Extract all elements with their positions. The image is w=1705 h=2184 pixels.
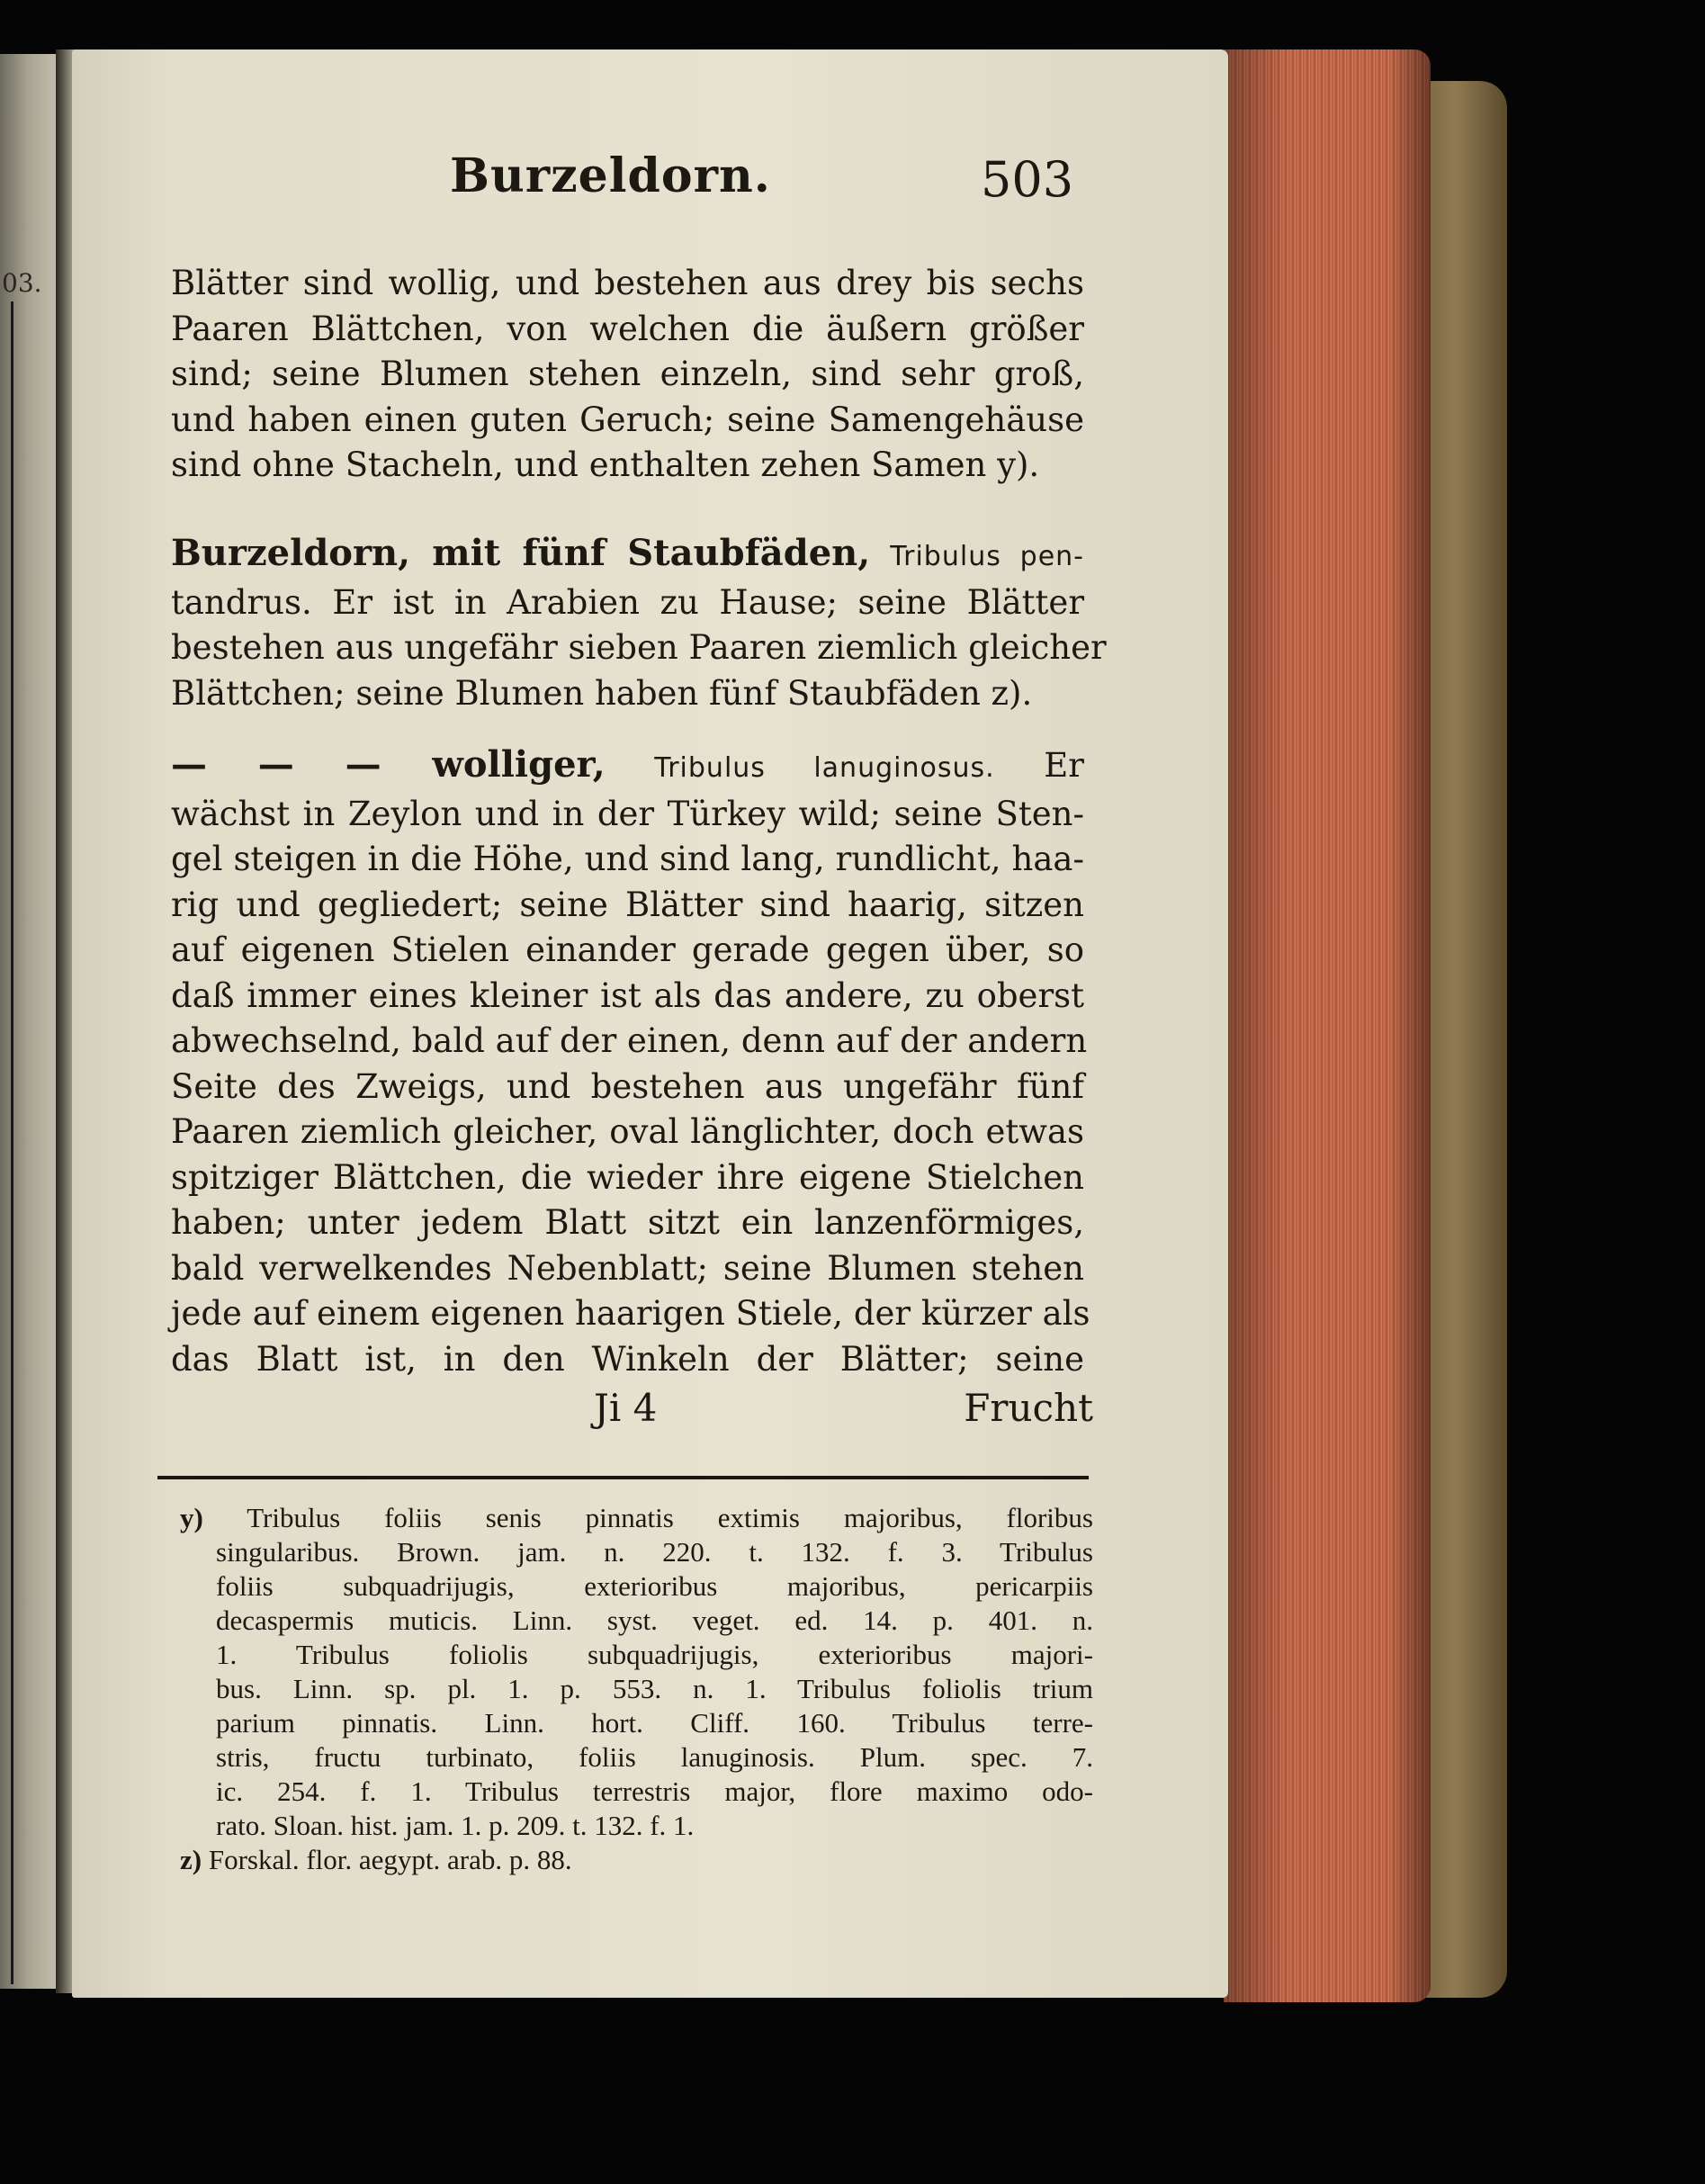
catchword: Frucht [964,1386,1093,1430]
text-line: bestehen aus ungefähr sieben Paaren ziemlich gleicher [171,628,1107,667]
text-line: spitziger Blättchen, die wieder ihre eigene Stielchen [171,1157,1084,1197]
footnotes [180,1501,1093,1877]
entry-headword: Burzeldorn, mit fünf Staubfäden, [171,532,871,574]
text-line: auf eigenen Stielen einander gerade gegen über, so [171,930,1084,969]
footnote-line [180,1843,1093,1877]
footnote-line: foliis subquadrijugis, exterioribus majoribus, pericarpiis [216,1570,1093,1602]
page-block-shadow [1224,49,1431,2002]
entry-first-line [171,742,1084,792]
entry-first-line [171,531,1084,580]
latin-name: Tribulus pen- [890,541,1085,572]
footnote-line: parium pinnatis. Linn. hort. Cliff. 160. Tribulus terre- [216,1707,1093,1739]
text-line: wächst in Zeylon und in der Türkey wild; seine Sten- [171,794,1084,833]
paragraph-continuation [171,261,1084,489]
previous-page-rule [0,301,13,1984]
page-footer-line [594,1386,1093,1435]
text-line: rig und gegliedert; seine Blätter sind haarig, sitzen [171,885,1084,924]
footnote-line: rato. Sloan. hist. jam. 1. p. 209. t. 132. f. 1. [216,1810,695,1841]
text-line: bald verwelkendes Nebenblatt; seine Blumen stehen [171,1248,1084,1288]
text-line: Paaren Blättchen, von welchen die äußern größer [171,309,1084,348]
footnote-line: ic. 254. f. 1. Tribulus terrestris major, flore maximo odo- [216,1775,1093,1807]
text-line: jede auf einem eigenen haarigen Stiele, der kürzer als [171,1294,1090,1333]
entry-tribulus-pentandrus [171,531,1107,716]
text-line: und haben einen guten Geruch; seine Samengehäuse [171,400,1084,439]
entry-headword: — — — wolliger, [171,743,606,786]
page-number: 503 [981,151,1074,208]
entry-tribulus-lanuginosus [171,742,1090,1382]
text-line: sind ohne Stacheln, und enthalten zehen Samen y). [171,445,1040,484]
footnote-text: Forskal. flor. aegypt. arab. p. 88. [208,1844,572,1875]
footnote-line: bus. Linn. sp. pl. 1. p. 553. n. 1. Tribulus foliolis trium [216,1673,1093,1704]
text-fragment: Er [1044,746,1084,785]
latin-name: Tribulus lanuginosus. [654,752,995,784]
footnote-line: stris, fructu turbinato, foliis lanuginosis. Plum. spec. 7. [216,1741,1093,1773]
text-line: daß immer eines kleiner ist als das andere, zu oberst [171,975,1084,1015]
footnote-text: Tribulus foliis senis pinnatis extimis majoribus, floribus [247,1502,1093,1533]
text-line: Blätter sind wollig, und bestehen aus drey bis sechs [171,264,1084,302]
footnote-mark: z) [180,1844,202,1875]
text-line: abwechselnd, bald auf der einen, denn auf der andern [171,1021,1088,1060]
text-line: Seite des Zweigs, und bestehen aus ungefähr fünf [171,1066,1084,1106]
text-line: Paaren ziemlich gleicher, oval länglichter, doch etwas [171,1112,1084,1151]
footnote-line [180,1501,1093,1535]
footnote-line: singularibus. Brown. jam. n. 220. t. 132. f. 3. Tribulus [216,1536,1093,1568]
footnote-line: decaspermis muticis. Linn. syst. veget. ed. 14. p. 401. n. [216,1604,1093,1636]
previous-page-number: 03. [2,268,42,298]
text-line: tandrus. Er ist in Arabien zu Hause; seine Blätter [171,582,1084,622]
text-line: das Blatt ist, in den Winkeln der Blätter; seine [171,1339,1084,1379]
text-line: sind; seine Blumen stehen einzeln, sind sehr groß, [171,355,1084,393]
text-line: Blättchen; seine Blumen haben fünf Staubfäden z). [171,673,1033,713]
text-line: haben; unter jedem Blatt sitzt ein lanzenförmiges, [171,1203,1084,1242]
footnote-rule [157,1476,1089,1479]
footnote-mark: y) [180,1502,203,1533]
footnote-line: 1. Tribulus foliolis subquadrijugis, exterioribus majori- [216,1639,1093,1670]
text-line: gel steigen in die Höhe, und sind lang, rundlicht, haa- [171,840,1084,878]
running-head: Burzeldorn. [450,148,771,203]
signature-mark: Ji 4 [594,1386,658,1430]
